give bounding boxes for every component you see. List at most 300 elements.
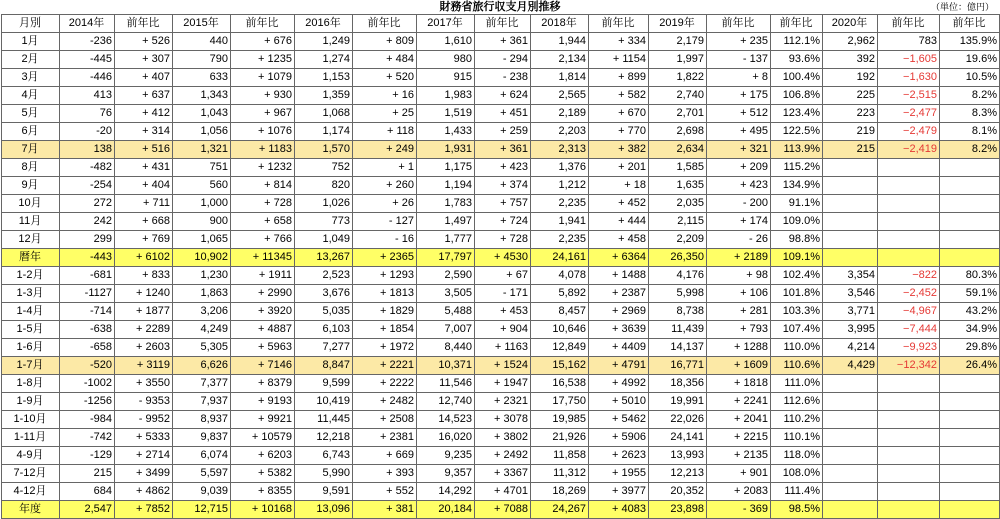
table-cell: + 381: [353, 501, 417, 519]
column-header: 前年比: [231, 15, 295, 33]
table-cell: + 1524: [475, 357, 531, 375]
table-cell: 752: [295, 159, 353, 177]
table-cell: 12,849: [531, 339, 589, 357]
table-cell: + 2222: [353, 375, 417, 393]
table-cell: + 4791: [589, 357, 649, 375]
table-row: [2, 465, 1000, 483]
table-cell: + 5333: [115, 429, 173, 447]
table-cell: 12,715: [173, 501, 231, 519]
table-row: [2, 447, 1000, 465]
table-cell: + 728: [231, 195, 295, 213]
table-cell: [823, 195, 878, 213]
table-cell: 24,267: [531, 501, 589, 519]
table-cell: 5,305: [173, 339, 231, 357]
table-cell: 1,065: [173, 231, 231, 249]
table-cell: + 2623: [589, 447, 649, 465]
table-cell: + 9193: [231, 393, 295, 411]
table-cell: 5,488: [417, 303, 475, 321]
table-cell: 80.3%: [940, 267, 1000, 285]
table-cell: + 2492: [475, 447, 531, 465]
table-cell: 1,519: [417, 105, 475, 123]
table-cell: 1,026: [295, 195, 353, 213]
table-cell: + 3977: [589, 483, 649, 501]
table-cell: −2,452: [878, 285, 940, 303]
table-cell: 1,863: [173, 285, 231, 303]
table-cell: [878, 465, 940, 483]
table-cell: 9,591: [295, 483, 353, 501]
table-cell: + 770: [589, 123, 649, 141]
table-cell: 751: [173, 159, 231, 177]
row-label: 暦年: [2, 249, 60, 267]
table-cell: [940, 231, 1000, 249]
table-cell: + 3550: [115, 375, 173, 393]
table-cell: 5,597: [173, 465, 231, 483]
table-cell: 16,771: [649, 357, 707, 375]
table-cell: 4,078: [531, 267, 589, 285]
table-cell: 2,547: [60, 501, 115, 519]
table-cell: 1,043: [173, 105, 231, 123]
table-cell: 14,292: [417, 483, 475, 501]
table-cell: - 9952: [115, 411, 173, 429]
table-cell: 13,267: [295, 249, 353, 267]
table-cell: 223: [823, 105, 878, 123]
table-cell: 8.1%: [940, 123, 1000, 141]
table-cell: 9,235: [417, 447, 475, 465]
table-row: [2, 285, 1000, 303]
table-cell: 2,634: [649, 141, 707, 159]
table-cell: 3,546: [823, 285, 878, 303]
table-cell: + 5906: [589, 429, 649, 447]
table-cell: + 361: [475, 141, 531, 159]
table-cell: 10,902: [173, 249, 231, 267]
table-cell: 1,321: [173, 141, 231, 159]
table-cell: [878, 501, 940, 519]
table-cell: 12,213: [649, 465, 707, 483]
table-cell: 1,230: [173, 267, 231, 285]
table-cell: 790: [173, 51, 231, 69]
table-cell: 2,209: [649, 231, 707, 249]
table-cell: -254: [60, 177, 115, 195]
table-cell: + 2321: [475, 393, 531, 411]
column-header: 2019年: [649, 15, 707, 33]
table-cell: 773: [295, 213, 353, 231]
table-cell: -20: [60, 123, 115, 141]
table-cell: 138: [60, 141, 115, 159]
table-cell: + 7146: [231, 357, 295, 375]
table-cell: [878, 429, 940, 447]
table-row: [2, 267, 1000, 285]
table-cell: 109.1%: [771, 249, 823, 267]
table-cell: 820: [295, 177, 353, 195]
table-cell: + 904: [475, 321, 531, 339]
table-cell: 219: [823, 123, 878, 141]
table-cell: 1,983: [417, 87, 475, 105]
table-cell: + 3078: [475, 411, 531, 429]
table-cell: [878, 195, 940, 213]
table-cell: 111.4%: [771, 483, 823, 501]
table-cell: 1,274: [295, 51, 353, 69]
table-cell: 633: [173, 69, 231, 87]
table-cell: 110.1%: [771, 429, 823, 447]
table-cell: + 10579: [231, 429, 295, 447]
row-label: 8月: [2, 159, 60, 177]
table-cell: 8,937: [173, 411, 231, 429]
table-cell: -236: [60, 33, 115, 51]
table-cell: 10,646: [531, 321, 589, 339]
table-cell: + 1947: [475, 375, 531, 393]
table-cell: + 8379: [231, 375, 295, 393]
table-cell: + 2083: [707, 483, 771, 501]
table-row: [2, 159, 1000, 177]
table-cell: 2,235: [531, 195, 589, 213]
table-cell: 10,371: [417, 357, 475, 375]
table-cell: [878, 159, 940, 177]
row-label: 年度: [2, 501, 60, 519]
table-cell: - 171: [475, 285, 531, 303]
table-cell: −1,605: [878, 51, 940, 69]
table-cell: -129: [60, 447, 115, 465]
table-cell: + 668: [115, 213, 173, 231]
table-cell: + 582: [589, 87, 649, 105]
table-cell: + 967: [231, 105, 295, 123]
row-label: 7月: [2, 141, 60, 159]
table-cell: −9,923: [878, 339, 940, 357]
table-cell: + 930: [231, 87, 295, 105]
table-cell: [878, 231, 940, 249]
table-cell: 6,626: [173, 357, 231, 375]
table-cell: + 1079: [231, 69, 295, 87]
table-cell: [823, 411, 878, 429]
table-cell: + 1609: [707, 357, 771, 375]
table-cell: -658: [60, 339, 115, 357]
table-cell: 2,115: [649, 213, 707, 231]
table-cell: + 637: [115, 87, 173, 105]
table-cell: −2,515: [878, 87, 940, 105]
table-cell: 6,074: [173, 447, 231, 465]
table-cell: 8,457: [531, 303, 589, 321]
table-cell: 2,962: [823, 33, 878, 51]
table-cell: -445: [60, 51, 115, 69]
table-cell: 2,235: [531, 231, 589, 249]
table-cell: 1,941: [531, 213, 589, 231]
table-cell: + 8: [707, 69, 771, 87]
table-cell: 2,590: [417, 267, 475, 285]
table-cell: + 361: [475, 33, 531, 51]
table-cell: 3,995: [823, 321, 878, 339]
row-label: 1-6月: [2, 339, 60, 357]
table-row: [2, 141, 1000, 159]
table-cell: −7,444: [878, 321, 940, 339]
table-cell: + 431: [115, 159, 173, 177]
table-cell: 299: [60, 231, 115, 249]
table-cell: + 833: [115, 267, 173, 285]
table-cell: + 1240: [115, 285, 173, 303]
column-header: 2015年: [173, 15, 231, 33]
table-cell: + 423: [707, 177, 771, 195]
table-row: [2, 501, 1000, 519]
table-cell: 22,026: [649, 411, 707, 429]
table-cell: + 98: [707, 267, 771, 285]
table-cell: [823, 393, 878, 411]
table-cell: + 1911: [231, 267, 295, 285]
table-cell: + 249: [353, 141, 417, 159]
column-header: 前年比: [353, 15, 417, 33]
table-cell: 192: [823, 69, 878, 87]
row-label: 1-9月: [2, 393, 60, 411]
table-cell: + 1877: [115, 303, 173, 321]
table-cell: [940, 465, 1000, 483]
row-label: 1-3月: [2, 285, 60, 303]
table-cell: + 669: [353, 447, 417, 465]
table-cell: 18,269: [531, 483, 589, 501]
table-cell: + 1829: [353, 303, 417, 321]
table-row: [2, 51, 1000, 69]
column-header: 月別: [2, 15, 60, 33]
column-header: 前年比: [771, 15, 823, 33]
table-cell: + 766: [231, 231, 295, 249]
table-cell: [940, 375, 1000, 393]
column-header: 2014年: [60, 15, 115, 33]
table-cell: 1,000: [173, 195, 231, 213]
table-cell: + 809: [353, 33, 417, 51]
table-cell: 2,523: [295, 267, 353, 285]
table-cell: + 670: [589, 105, 649, 123]
table-cell: + 6203: [231, 447, 295, 465]
table-cell: + 1813: [353, 285, 417, 303]
table-cell: 6,103: [295, 321, 353, 339]
table-cell: + 26: [353, 195, 417, 213]
table-cell: + 18: [589, 177, 649, 195]
column-header: 前年比: [589, 15, 649, 33]
table-cell: + 201: [589, 159, 649, 177]
table-cell: -520: [60, 357, 115, 375]
row-label: 5月: [2, 105, 60, 123]
table-cell: + 901: [707, 465, 771, 483]
table-cell: + 2482: [353, 393, 417, 411]
table-cell: 111.0%: [771, 375, 823, 393]
table-cell: 11,858: [531, 447, 589, 465]
table-cell: + 2215: [707, 429, 771, 447]
table-cell: 1,194: [417, 177, 475, 195]
table-cell: [878, 411, 940, 429]
table-cell: 1,433: [417, 123, 475, 141]
table-cell: 115.2%: [771, 159, 823, 177]
table-cell: + 495: [707, 123, 771, 141]
table-cell: + 451: [475, 105, 531, 123]
table-cell: 9,357: [417, 465, 475, 483]
table-cell: + 5462: [589, 411, 649, 429]
table-cell: 684: [60, 483, 115, 501]
table-cell: −12,342: [878, 357, 940, 375]
table-cell: 6,743: [295, 447, 353, 465]
unit-label: （単位：億円）: [930, 3, 994, 13]
table-cell: 9,039: [173, 483, 231, 501]
table-cell: + 8355: [231, 483, 295, 501]
table-cell: 8,440: [417, 339, 475, 357]
table-cell: + 209: [707, 159, 771, 177]
table-cell: + 452: [589, 195, 649, 213]
table-cell: 16,020: [417, 429, 475, 447]
table-cell: - 294: [475, 51, 531, 69]
table-cell: + 9921: [231, 411, 295, 429]
table-cell: [940, 177, 1000, 195]
table-cell: - 238: [475, 69, 531, 87]
table-cell: 1,570: [295, 141, 353, 159]
table-cell: 783: [878, 33, 940, 51]
row-label: 3月: [2, 69, 60, 87]
table-cell: 34.9%: [940, 321, 1000, 339]
row-label: 9月: [2, 177, 60, 195]
table-row: [2, 69, 1000, 87]
table-cell: 9,599: [295, 375, 353, 393]
row-label: 4-12月: [2, 483, 60, 501]
table-cell: [823, 375, 878, 393]
table-cell: + 10168: [231, 501, 295, 519]
table-cell: 7,937: [173, 393, 231, 411]
table-cell: + 4530: [475, 249, 531, 267]
table-cell: + 106: [707, 285, 771, 303]
table-cell: [878, 393, 940, 411]
table-cell: 980: [417, 51, 475, 69]
table-row: [2, 213, 1000, 231]
row-label: 11月: [2, 213, 60, 231]
table-cell: + 4083: [589, 501, 649, 519]
table-cell: 1,610: [417, 33, 475, 51]
table-cell: 26.4%: [940, 357, 1000, 375]
table-cell: + 2365: [353, 249, 417, 267]
table-cell: + 724: [475, 213, 531, 231]
table-cell: + 334: [589, 33, 649, 51]
row-label: 2月: [2, 51, 60, 69]
table-cell: 3,354: [823, 267, 878, 285]
table-cell: -446: [60, 69, 115, 87]
table-cell: 134.9%: [771, 177, 823, 195]
table-cell: + 1183: [231, 141, 295, 159]
table-cell: -443: [60, 249, 115, 267]
table-cell: 272: [60, 195, 115, 213]
row-label: 1-4月: [2, 303, 60, 321]
table-cell: 16,538: [531, 375, 589, 393]
table-cell: 1,249: [295, 33, 353, 51]
table-cell: [878, 249, 940, 267]
table-cell: 76: [60, 105, 115, 123]
table-cell: + 3499: [115, 465, 173, 483]
table-cell: 21,926: [531, 429, 589, 447]
table-cell: + 2387: [589, 285, 649, 303]
table-cell: 2,701: [649, 105, 707, 123]
table-cell: 1,814: [531, 69, 589, 87]
table-cell: 101.8%: [771, 285, 823, 303]
table-cell: + 2189: [707, 249, 771, 267]
table-cell: + 1235: [231, 51, 295, 69]
table-cell: + 1288: [707, 339, 771, 357]
table-row: [2, 429, 1000, 447]
table-cell: 413: [60, 87, 115, 105]
table-cell: + 5382: [231, 465, 295, 483]
table-cell: + 2289: [115, 321, 173, 339]
table-cell: 12,740: [417, 393, 475, 411]
table-cell: + 1488: [589, 267, 649, 285]
table-cell: + 516: [115, 141, 173, 159]
table-cell: + 67: [475, 267, 531, 285]
table-row: [2, 483, 1000, 501]
table-cell: 110.6%: [771, 357, 823, 375]
table-cell: 1,635: [649, 177, 707, 195]
table-cell: + 235: [707, 33, 771, 51]
table-row: [2, 303, 1000, 321]
table-row: [2, 339, 1000, 357]
table-cell: 23,898: [649, 501, 707, 519]
table-cell: 18,356: [649, 375, 707, 393]
table-row: [2, 105, 1000, 123]
table-cell: 8.2%: [940, 87, 1000, 105]
table-cell: 8.3%: [940, 105, 1000, 123]
table-cell: + 2714: [115, 447, 173, 465]
table-cell: −2,419: [878, 141, 940, 159]
table-row: [2, 87, 1000, 105]
table-cell: + 3119: [115, 357, 173, 375]
table-row: [2, 411, 1000, 429]
table-cell: [940, 483, 1000, 501]
table-cell: [940, 393, 1000, 411]
table-cell: −2,479: [878, 123, 940, 141]
table-cell: [823, 249, 878, 267]
table-row: [2, 195, 1000, 213]
table-cell: + 393: [353, 465, 417, 483]
table-cell: 1,585: [649, 159, 707, 177]
table-cell: 1,174: [295, 123, 353, 141]
table-cell: 26,350: [649, 249, 707, 267]
table-cell: [940, 429, 1000, 447]
column-header: 前年比: [115, 15, 173, 33]
table-cell: + 484: [353, 51, 417, 69]
table-cell: 98.8%: [771, 231, 823, 249]
table-cell: 1,944: [531, 33, 589, 51]
table-cell: 17,750: [531, 393, 589, 411]
table-cell: - 9353: [115, 393, 173, 411]
table-cell: + 453: [475, 303, 531, 321]
table-cell: [823, 465, 878, 483]
table-cell: 1,376: [531, 159, 589, 177]
table-cell: 1,153: [295, 69, 353, 87]
table-cell: + 4409: [589, 339, 649, 357]
table-cell: + 1293: [353, 267, 417, 285]
table-row: [2, 177, 1000, 195]
table-cell: 59.1%: [940, 285, 1000, 303]
table-cell: + 174: [707, 213, 771, 231]
table-cell: 5,892: [531, 285, 589, 303]
table-cell: 4,176: [649, 267, 707, 285]
table-cell: 915: [417, 69, 475, 87]
table-cell: 392: [823, 51, 878, 69]
column-header: 2020年: [823, 15, 878, 33]
table-cell: 123.4%: [771, 105, 823, 123]
table-cell: 1,056: [173, 123, 231, 141]
row-label: 4-9月: [2, 447, 60, 465]
table-cell: 900: [173, 213, 231, 231]
table-cell: -1256: [60, 393, 115, 411]
table-cell: 11,546: [417, 375, 475, 393]
table-cell: -482: [60, 159, 115, 177]
table-row: [2, 375, 1000, 393]
row-label: 1-5月: [2, 321, 60, 339]
table-cell: 11,312: [531, 465, 589, 483]
table-cell: + 259: [475, 123, 531, 141]
table-cell: + 552: [353, 483, 417, 501]
table-cell: 1,068: [295, 105, 353, 123]
table-cell: + 307: [115, 51, 173, 69]
table-cell: + 1972: [353, 339, 417, 357]
